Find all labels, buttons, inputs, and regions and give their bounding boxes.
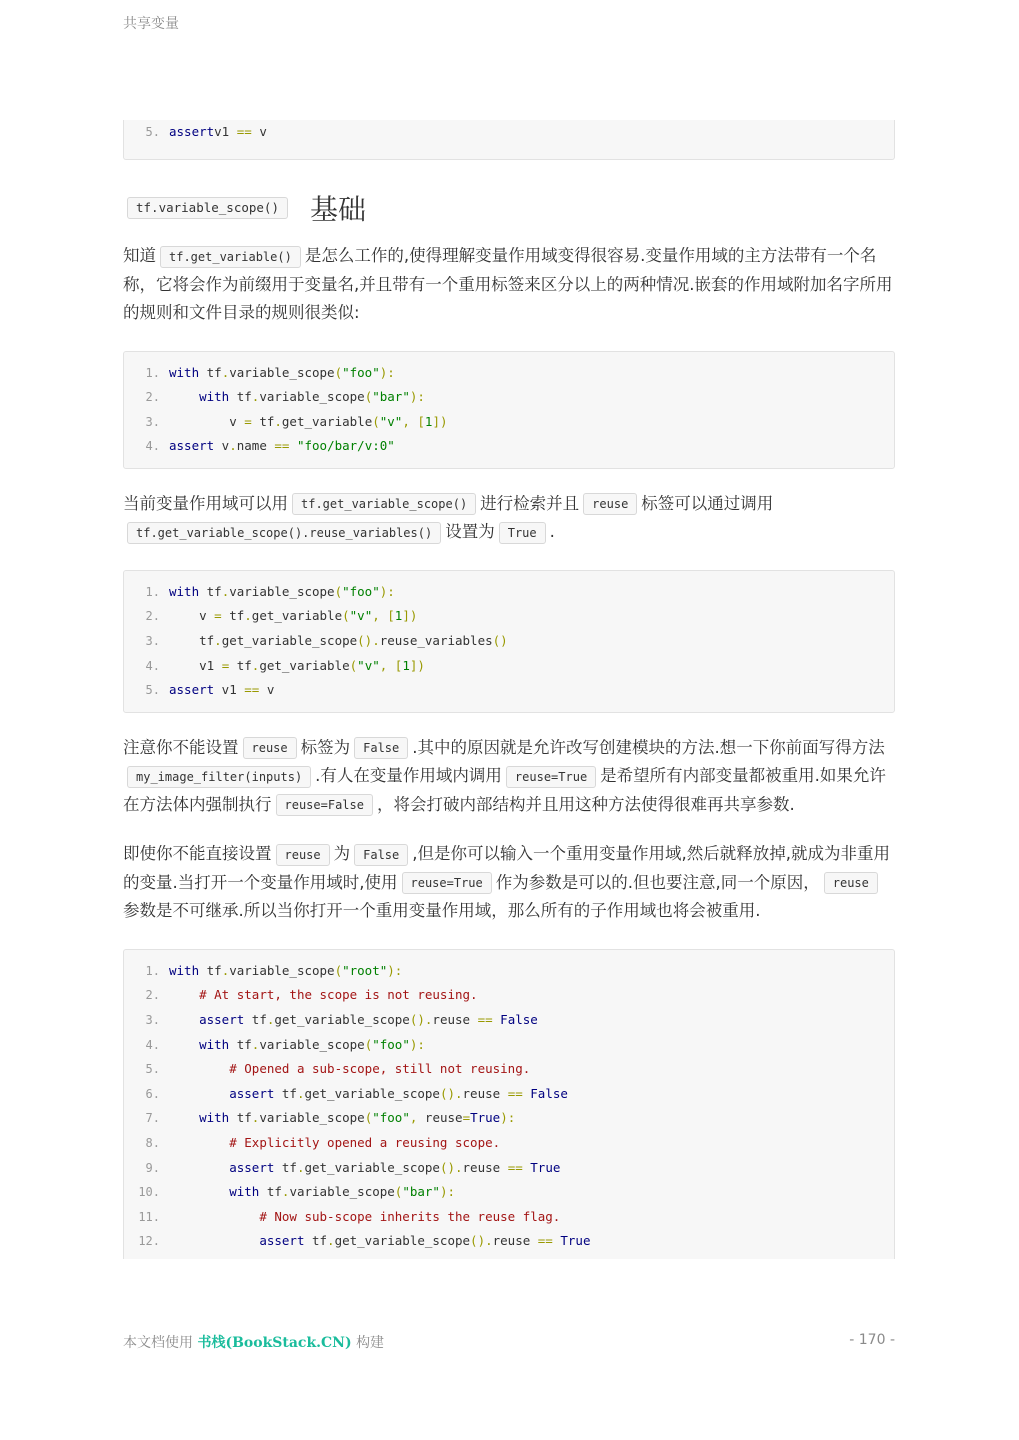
code-token: == <box>507 1159 523 1175</box>
inline-code: tf.get_variable_scope().reuse_variables() <box>127 522 441 544</box>
code-token: ( <box>334 962 343 978</box>
code-token: . <box>221 583 230 599</box>
inline-code: reuse <box>824 872 878 894</box>
code-text <box>169 434 894 459</box>
code-token: tf <box>229 1110 252 1126</box>
code-token: v <box>251 124 267 139</box>
code-token: assert <box>169 682 215 698</box>
code-block-top <box>123 120 895 160</box>
code-token: , [ <box>372 608 395 624</box>
code-token <box>169 1209 259 1224</box>
code-token: . <box>251 1036 260 1052</box>
code-token: . <box>244 608 252 624</box>
code-token: (). <box>439 1085 463 1101</box>
code-token: ( <box>334 583 343 599</box>
para4-text-1: 即使你不能直接设置 <box>123 844 272 864</box>
code-token: , <box>409 1110 425 1126</box>
code-token: get_variable_scope <box>274 1012 410 1028</box>
code-token: = <box>244 413 252 429</box>
code-text <box>169 654 894 679</box>
code-token: . <box>327 1233 335 1249</box>
code-token: ( <box>364 1110 373 1126</box>
code-token: assert <box>169 124 215 139</box>
code-text <box>169 959 894 984</box>
code-token: assert <box>199 1012 245 1028</box>
code-token: assert <box>259 1233 305 1249</box>
line-number: 12. <box>138 1234 160 1249</box>
inline-code: False <box>354 844 408 866</box>
code-token: ( <box>372 413 380 429</box>
code-line <box>124 1106 894 1131</box>
line-number: 3. <box>145 634 160 649</box>
para2-text-1: 当前变量作用域可以用 <box>123 493 288 513</box>
code-token: ): <box>409 389 425 405</box>
code-text <box>169 1156 894 1181</box>
code-token <box>169 1037 199 1052</box>
code-token <box>169 1012 199 1027</box>
inline-code: reuse <box>583 493 637 515</box>
code-text <box>169 1131 894 1156</box>
code-token: variable_scope <box>259 1036 365 1052</box>
code-token: == <box>507 1085 523 1101</box>
heading-title: 基础 <box>310 193 367 226</box>
code-token: assert <box>169 438 215 454</box>
code-text <box>169 678 894 703</box>
code-token: with <box>169 583 200 599</box>
para2-text-4: 设置为 <box>445 522 495 542</box>
code-text <box>169 361 894 386</box>
code-token: ): <box>439 1184 456 1200</box>
code-line <box>124 959 894 984</box>
code-token: ): <box>379 364 395 380</box>
code-token: with <box>199 1110 230 1126</box>
code-token <box>169 389 199 404</box>
code-token: . <box>266 1012 275 1028</box>
page-footer <box>123 1332 895 1352</box>
code-token: True <box>522 1159 561 1175</box>
code-block-2 <box>123 570 895 713</box>
code-token: True <box>552 1233 591 1249</box>
code-token: v <box>259 682 275 698</box>
code-token: 1 <box>402 657 410 673</box>
code-token: variable_scope <box>229 962 335 978</box>
code-token: "bar" <box>372 389 410 405</box>
code-token: ): <box>379 583 395 599</box>
code-token: ]) <box>409 657 425 673</box>
code-token: ]) <box>432 413 448 429</box>
code-token: get_variable_scope <box>334 1233 471 1249</box>
code-token: == <box>477 1012 493 1028</box>
inline-code: tf.get_variable_scope() <box>292 493 476 515</box>
line-number: 2. <box>145 390 160 405</box>
code-token: . <box>251 657 260 673</box>
line-number: 1. <box>145 584 160 599</box>
code-text <box>169 580 894 605</box>
para3-text-5: 是希望所有内部变量都被重用.如果允许在方法体内强制执行 <box>123 766 886 814</box>
code-token: tf <box>259 1184 282 1200</box>
inline-code: reuse=False <box>276 794 373 816</box>
code-token: reuse <box>432 1012 478 1028</box>
code-token <box>169 987 199 1002</box>
paragraph-3 <box>123 734 895 820</box>
section-heading <box>123 188 895 228</box>
para1-text-1: 知道 <box>123 246 156 265</box>
code-token: . <box>214 633 222 649</box>
code-token: = <box>214 608 222 624</box>
para3-text-6: ，将会打破内部结构并且用这种方法使得很难再共享参数. <box>376 794 795 814</box>
code-token: tf <box>274 1085 297 1101</box>
code-token: reuse <box>492 1233 538 1249</box>
code-token: tf <box>199 583 222 599</box>
code-token <box>169 1061 229 1076</box>
code-token: . <box>274 413 282 429</box>
code-token: with <box>199 1036 230 1052</box>
code-token: variable_scope <box>289 1184 395 1200</box>
line-number: 4. <box>145 658 160 673</box>
code-token: == <box>236 124 252 139</box>
para1-text-2: 是怎么工作的,使得理解变量作用域变得很容易.变量作用域的主方法带有一个名称，它将会作为前缀用于变量名,并且带有一个重用标签来区分以上的两种情况.嵌套的作用域附加名字所用的规则和文件目录的规则很类似: <box>123 246 893 322</box>
code-line <box>124 120 894 145</box>
code-text <box>169 983 894 1008</box>
code-token: reuse <box>462 1085 508 1101</box>
code-token: v <box>169 413 245 429</box>
inline-code: False <box>354 737 408 759</box>
code-token: . <box>296 1159 305 1175</box>
line-number: 11. <box>138 1209 160 1224</box>
code-text <box>169 120 894 145</box>
page-content <box>123 120 895 1259</box>
code-text <box>169 1008 894 1033</box>
code-token: variable_scope <box>259 1110 365 1126</box>
line-number: 3. <box>145 414 160 429</box>
code-token: "foo" <box>372 1110 410 1126</box>
code-token: tf <box>274 1159 297 1175</box>
code-text <box>169 1057 894 1082</box>
code-line <box>124 678 894 703</box>
code-text <box>169 629 894 654</box>
line-number: 1. <box>145 365 160 380</box>
code-token: v1 <box>169 657 222 673</box>
code-line <box>124 1205 894 1230</box>
para4-text-4: 作为参数是可以的.但也要注意,同一个原因， <box>495 872 820 892</box>
code-token: ( <box>364 1036 373 1052</box>
heading-code: tf.variable_scope() <box>127 197 288 219</box>
inline-code: reuse=True <box>506 766 596 788</box>
paragraph-4 <box>123 840 895 926</box>
code-token: == <box>537 1233 553 1249</box>
code-token: ): <box>500 1110 516 1126</box>
code-token: "v" <box>379 413 403 429</box>
code-token: get_variable_scope <box>304 1159 440 1175</box>
line-number: 10. <box>138 1185 160 1200</box>
code-line <box>124 1057 894 1082</box>
code-token: ): <box>409 1036 425 1052</box>
code-token: . <box>296 1085 305 1101</box>
footer-prefix: 本文档使用 <box>123 1335 193 1351</box>
code-text <box>169 604 894 629</box>
code-line <box>124 1008 894 1033</box>
code-line <box>124 1131 894 1156</box>
code-token: with <box>169 364 200 380</box>
footer-credit <box>123 1332 384 1352</box>
para3-text-1: 注意你不能设置 <box>123 737 239 757</box>
code-token: ( <box>342 608 350 624</box>
code-token: "foo/bar/v:0" <box>289 438 395 454</box>
para3-text-4: .有人在变量作用域内调用 <box>315 766 502 786</box>
code-text <box>169 1229 894 1254</box>
inline-code: my_image_filter(inputs) <box>127 766 311 788</box>
line-number: 5. <box>145 683 160 698</box>
code-token: reuse <box>424 1110 463 1126</box>
code-line <box>124 361 894 386</box>
code-line <box>124 629 894 654</box>
code-line <box>124 604 894 629</box>
code-line <box>124 1033 894 1058</box>
footer-suffix: 构建 <box>356 1335 385 1351</box>
inline-code: reuse=True <box>402 872 492 894</box>
code-token: # At start, the scope is not reusing. <box>199 987 478 1003</box>
code-line <box>124 983 894 1008</box>
code-token: name <box>236 438 275 454</box>
page-number: - 170 - <box>849 1332 895 1348</box>
code-token: False <box>492 1012 538 1028</box>
code-token: ( <box>334 364 343 380</box>
code-text <box>169 1180 894 1205</box>
code-token: == <box>244 682 260 698</box>
code-token: v1 <box>214 124 237 139</box>
code-token: "foo" <box>372 1036 410 1052</box>
inline-code: tf.get_variable() <box>160 246 301 268</box>
code-token: . <box>221 364 230 380</box>
line-number: 6. <box>145 1086 160 1101</box>
code-token: tf <box>199 364 222 380</box>
code-token: "root" <box>342 962 388 978</box>
code-token: get_variable <box>259 657 350 673</box>
code-token: tf <box>221 608 245 624</box>
code-line <box>124 1156 894 1181</box>
code-token: v <box>214 438 230 454</box>
code-token: = <box>221 657 230 673</box>
code-token: . <box>229 438 237 454</box>
code-token: ): <box>387 962 403 978</box>
code-text <box>169 410 894 435</box>
code-token: # Explicitly opened a reusing scope. <box>229 1135 501 1150</box>
bookstack-link[interactable]: 书栈(BookStack.CN) <box>197 1335 352 1351</box>
code-token: , [ <box>379 657 403 673</box>
line-number: 9. <box>145 1160 160 1175</box>
code-line <box>124 1180 894 1205</box>
code-token: True <box>470 1110 501 1126</box>
code-token <box>169 1110 199 1125</box>
code-line <box>124 1082 894 1107</box>
para2-text-3: 标签可以通过调用 <box>641 493 774 513</box>
code-text <box>169 1106 894 1131</box>
line-number: 5. <box>145 1062 160 1077</box>
code-token: () <box>492 633 508 649</box>
line-number: 4. <box>145 439 160 454</box>
code-token: . <box>221 962 230 978</box>
code-token: # Opened a sub-scope, still not reusing. <box>229 1061 531 1077</box>
code-line <box>124 580 894 605</box>
code-token: "v" <box>349 608 373 624</box>
code-token: with <box>229 1184 260 1200</box>
code-token: variable_scope <box>229 583 335 599</box>
code-block-1 <box>123 351 895 469</box>
code-token: (). <box>357 633 380 649</box>
code-token: . <box>251 1110 260 1126</box>
code-token <box>169 1160 229 1175</box>
code-text <box>169 1205 894 1230</box>
code-line <box>124 1229 894 1254</box>
code-token: tf <box>304 1233 328 1249</box>
inline-code: True <box>499 522 546 544</box>
code-token: get_variable_scope <box>304 1085 440 1101</box>
code-token: ( <box>349 657 358 673</box>
para2-text-5: . <box>549 522 555 542</box>
code-token: variable_scope <box>229 364 335 380</box>
inline-code: reuse <box>243 737 297 759</box>
line-number: 7. <box>145 1111 160 1126</box>
code-token: "bar" <box>402 1184 440 1200</box>
para4-text-3: ,但是你可以输入一个重用变量作用域,然后就释放掉,就成为非重用的变量.当打开一个变量作用域时,使用 <box>123 844 890 892</box>
para4-text-5: 参数是不可继承.所以当你打开一个重用变量作用域，那么所有的子作用域也将会被重用. <box>123 901 761 921</box>
code-token: reuse <box>462 1159 508 1175</box>
para4-text-2: 为 <box>333 844 351 864</box>
line-number: 1. <box>145 963 160 978</box>
code-token: False <box>522 1085 568 1101</box>
line-number: 4. <box>145 1037 160 1052</box>
code-token: "v" <box>357 657 380 673</box>
code-token: ]) <box>402 608 418 624</box>
line-number: 2. <box>145 609 160 624</box>
para2-text-2: 进行检索并且 <box>480 493 580 513</box>
line-number: 2. <box>145 988 160 1003</box>
code-token: get_variable <box>281 413 373 429</box>
code-token: = <box>462 1110 471 1126</box>
line-number: 8. <box>145 1136 160 1150</box>
code-token: tf <box>229 657 252 673</box>
code-token: ( <box>364 389 373 405</box>
code-line <box>124 434 894 459</box>
code-token: == <box>274 438 290 454</box>
para3-text-3: .其中的原因就是允许改写创建模块的方法.想一下你前面写得方法 <box>412 737 885 757</box>
running-title: 共享变量 <box>123 16 179 32</box>
code-token <box>169 1184 229 1199</box>
code-token: tf <box>244 1012 267 1028</box>
code-token: ( <box>394 1184 403 1200</box>
code-token: . <box>251 389 260 405</box>
code-token <box>169 1135 229 1150</box>
code-token: assert <box>229 1159 275 1175</box>
code-token: get_variable_scope <box>221 633 358 649</box>
code-token: get_variable <box>251 608 343 624</box>
code-token: "foo" <box>342 583 380 599</box>
para3-text-2: 标签为 <box>300 737 351 757</box>
code-token: tf <box>229 389 252 405</box>
code-token: 1 <box>424 413 433 429</box>
line-number: 3. <box>145 1013 160 1028</box>
code-token: with <box>169 962 200 978</box>
code-token: "foo" <box>342 364 380 380</box>
code-token: with <box>199 389 230 405</box>
code-token: (). <box>439 1159 463 1175</box>
inline-code: reuse <box>276 844 330 866</box>
code-line <box>124 654 894 679</box>
code-token: # Now sub-scope inherits the reuse flag. <box>259 1208 561 1224</box>
code-line <box>124 410 894 435</box>
code-token: reuse_variables <box>379 633 493 649</box>
code-text <box>169 1082 894 1107</box>
code-token: tf <box>199 962 222 978</box>
code-text <box>169 1033 894 1058</box>
code-text <box>169 385 894 410</box>
code-line <box>124 385 894 410</box>
code-token: v <box>169 608 215 624</box>
code-token: tf <box>229 1036 252 1052</box>
code-token: , [ <box>402 413 425 429</box>
code-token: v1 <box>214 682 245 698</box>
code-token: assert <box>229 1085 275 1101</box>
code-token: (). <box>470 1233 493 1249</box>
line-number: 5. <box>145 125 160 139</box>
code-token: 1 <box>394 608 403 624</box>
code-token <box>169 1086 229 1101</box>
code-token: tf <box>251 413 275 429</box>
code-token: . <box>281 1184 290 1200</box>
code-block-3 <box>123 949 895 1259</box>
code-token: (). <box>409 1012 433 1028</box>
paragraph-1 <box>123 242 895 328</box>
paragraph-2 <box>123 490 895 547</box>
code-token <box>169 1233 259 1248</box>
code-token: variable_scope <box>259 389 365 405</box>
code-token: tf <box>169 633 215 649</box>
